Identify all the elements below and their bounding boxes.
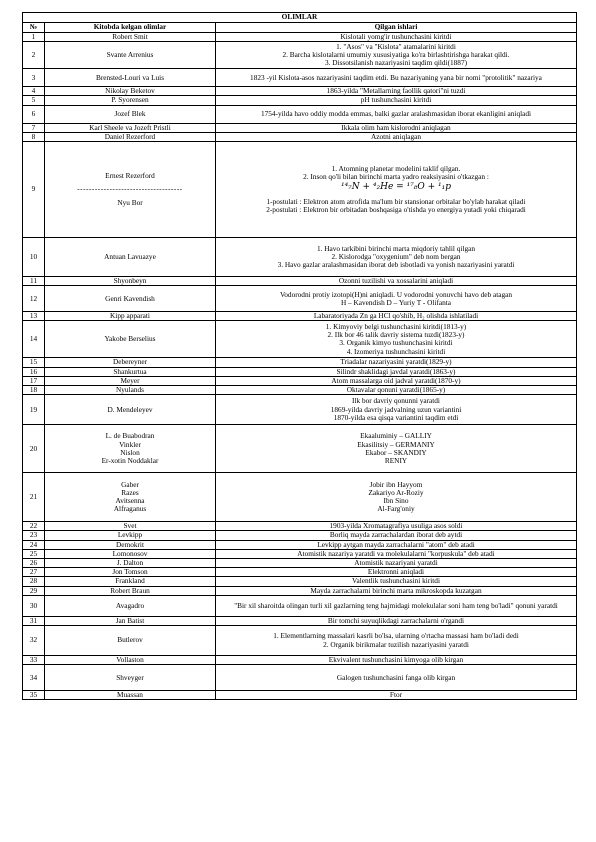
nuclear-reaction-formula: ¹⁴₇N + ⁴₂He = ¹⁷₈O + ¹₁p	[340, 182, 452, 193]
work-line: Borliq mayda zarrachalardan iborat deb aytdi	[329, 530, 463, 540]
table-row	[23, 549, 577, 558]
scientist-cell	[45, 358, 216, 367]
scientist-name: Robert Smit	[112, 32, 148, 41]
row-number: 31	[23, 616, 45, 625]
scientist-cell	[45, 321, 216, 358]
work-cell	[216, 586, 577, 595]
scientist-name: Gaber	[121, 479, 139, 489]
row-number: 16	[23, 367, 45, 376]
work-cell	[216, 123, 577, 132]
work-cell	[216, 577, 577, 586]
table-row	[23, 277, 577, 286]
row-number: 9	[23, 142, 45, 238]
work-line: 3. Organik kimyo tushunchasini kiritdi	[339, 338, 453, 348]
work-line: 3. Havo gazlar aralashmasidan iborat deb isbotladi va yonish nazariyasini yaratdi	[277, 260, 515, 270]
scientist-cell	[45, 312, 216, 321]
scientist-name: Jozef Blek	[114, 109, 146, 118]
work-cell	[216, 386, 577, 395]
work-line: 1869-yilda davriy jadvalning uzun variantini	[330, 404, 462, 414]
scientist-name: Avagadro	[115, 600, 145, 610]
work-line: Atom massalarga oid jadval yaratdi(1870-y)	[331, 376, 461, 385]
scientist-name: Jan Batist	[115, 616, 145, 625]
scientist-cell	[45, 595, 216, 616]
work-line: Jobir ibn Hayyom	[369, 479, 423, 489]
scientist-name: Vollaston	[116, 655, 144, 665]
scientist-name: Avitsenna	[115, 496, 145, 506]
scientist-cell	[45, 522, 216, 531]
work-line: 1823 -yil Kislota-asos nazariyasini taqdim etdi. Bu nazariyaning yana bir nomi "protolitik" nazariya	[250, 72, 542, 82]
row-number: 1	[23, 33, 45, 42]
row-number: 34	[23, 665, 45, 691]
scientist-cell	[45, 531, 216, 540]
scientist-name: Muassan	[117, 690, 143, 700]
table-row	[23, 626, 577, 656]
work-line: Galogen tushunchasini fanga olib kirgan	[336, 672, 456, 682]
work-line: Ekasilitsiy – GERMANIY	[357, 439, 435, 449]
scientist-cell	[45, 123, 216, 132]
table-row	[23, 312, 577, 321]
table-row	[23, 123, 577, 132]
work-line: 2. Kislorodga "oxygenium" deb nom bergan	[331, 251, 461, 261]
table-row	[23, 568, 577, 577]
work-cell	[216, 691, 577, 700]
scientist-name: J. Dalton	[116, 558, 144, 568]
row-number: 30	[23, 595, 45, 616]
scientist-cell	[45, 277, 216, 286]
scientist-name: Frankland	[115, 576, 145, 586]
work-cell	[216, 277, 577, 286]
row-number: 10	[23, 238, 45, 277]
work-line: Azotni aniqlagan	[370, 132, 422, 141]
work-line: 3. Dissotsilanish nazariyasini taqdim qildi(1887)	[324, 58, 468, 68]
scientist-name: Levkipp	[117, 530, 143, 540]
work-line: Ikkala olim ham kislorodni aniqlagan	[341, 123, 451, 132]
scientist-name: Robert Braun	[110, 586, 150, 595]
work-line: Atomistik nazariya yaratdi va molekulalarni "korpuskula" deb atadi	[297, 549, 495, 558]
work-line: pH tushunchasini kiritdi	[360, 95, 432, 105]
work-line: 1870-yilda esa qisqa variantini taqdim etdi	[333, 412, 459, 422]
table-row	[23, 87, 577, 96]
work-cell	[216, 549, 577, 558]
row-number: 12	[23, 286, 45, 312]
scientist-name: Nikolay Beketov	[105, 86, 155, 96]
scientist-name: Brensted-Louri va Luis	[95, 72, 165, 82]
row-number: 14	[23, 321, 45, 358]
scientist-name: Shyonbeyn	[113, 276, 147, 286]
row-number: 7	[23, 123, 45, 132]
scientist-cell	[45, 286, 216, 312]
table-row	[23, 595, 577, 616]
scientist-cell	[45, 376, 216, 385]
scientist-cell	[45, 540, 216, 549]
table-row	[23, 238, 577, 277]
scientist-cell	[45, 395, 216, 425]
table-row	[23, 531, 577, 540]
scientist-cell	[45, 238, 216, 277]
scientist-name: Butlerov	[117, 635, 143, 645]
work-cell	[216, 568, 577, 577]
scientist-name: Shankurtua	[113, 367, 147, 376]
scientist-name: P. Syorensen	[111, 95, 149, 105]
table-title: OLIMLAR	[23, 13, 577, 23]
work-cell	[216, 69, 577, 87]
scientist-cell	[45, 33, 216, 42]
row-number: 4	[23, 87, 45, 96]
work-cell	[216, 96, 577, 105]
work-line: Kislotali yomg'ir tushunchasini kiritdi	[340, 32, 452, 41]
work-cell	[216, 656, 577, 665]
scientist-cell	[45, 691, 216, 700]
table-row	[23, 96, 577, 105]
work-line: 1. Kimyoviy belgi tushunchasini kiritdi(1813-y)	[325, 322, 467, 332]
row-number: 5	[23, 96, 45, 105]
work-cell	[216, 33, 577, 42]
scientist-name: Shveyger	[116, 672, 144, 682]
work-line: 1. Elementlarning massalari kasrli bo'lsa, ularning o'rtacha massasi ham bo'ladi dedi	[273, 631, 519, 641]
scientist-name: Kipp apparati	[110, 311, 150, 321]
row-number: 8	[23, 132, 45, 141]
work-cell	[216, 358, 577, 367]
table-row	[23, 69, 577, 87]
work-line: Atomistik nazariyani yaratdi	[354, 558, 438, 568]
row-number: 15	[23, 358, 45, 367]
work-line: Triadalar nazariyasini yaratdi(1829-y)	[340, 357, 452, 367]
table-row	[23, 665, 577, 691]
work-line: Al-Farg'oniy	[377, 504, 415, 514]
work-cell	[216, 132, 577, 141]
row-number: 24	[23, 540, 45, 549]
table-row	[23, 691, 577, 700]
work-line: 1754-yilda havo oddiy modda emmas, balki gazlar aralashmasidan iborat ekanligini aniqladi	[260, 109, 532, 118]
work-cell	[216, 531, 577, 540]
work-cell	[216, 540, 577, 549]
scientist-name: Vinkler	[119, 439, 141, 449]
scientist-cell	[45, 132, 216, 141]
work-line: 2-postulati : Elektron bir orbitadan boshqasiga o'tishda yo energiya yutadi yoki chiqaradi	[266, 205, 526, 215]
scientist-name: Meyer	[120, 376, 140, 385]
scientist-name: Nyulands	[116, 385, 144, 395]
scientist-cell	[45, 568, 216, 577]
scientist-cell	[45, 559, 216, 568]
work-line: Mayda zarrachalarni birinchi marta mikroskopda kuzatgan	[310, 586, 482, 595]
work-line: Zakariyo Ar-Roziy	[368, 488, 424, 498]
work-line: 2. Barcha kislotalarni umumiy xususiyatiga ko'ra birlashtirishga harakat qildi.	[282, 50, 510, 60]
table-row	[23, 559, 577, 568]
row-number: 35	[23, 691, 45, 700]
work-line: Bir tomchi suyuqlikdagi zarrachalarni o'rgandi	[327, 616, 465, 625]
table-row	[23, 473, 577, 522]
work-line: Ekvivalent tushunchasini kimyoga olib kirgan	[328, 655, 464, 665]
scientist-name: Antuan Lavuazye	[104, 251, 156, 261]
work-cell	[216, 522, 577, 531]
row-number: 33	[23, 656, 45, 665]
table-row	[23, 358, 577, 367]
table-row	[23, 616, 577, 625]
scientist-cell	[45, 626, 216, 656]
table-row	[23, 586, 577, 595]
work-cell	[216, 142, 577, 238]
header-number: №	[23, 23, 45, 33]
scientist-name: Daniel Rezerford	[104, 132, 156, 141]
scientist-cell	[45, 96, 216, 105]
table-row	[23, 656, 577, 665]
scientist-name: Razes	[121, 488, 139, 498]
row-number: 22	[23, 522, 45, 531]
work-line: 1903-yilda Xromatagrafiya usuliga asos soldi	[329, 521, 463, 531]
table-row	[23, 376, 577, 385]
work-line: Elektronni aniqladi	[367, 567, 425, 577]
work-line: Vodorodni protiy izotopi(H)ni aniqladi. U vodorodni yonuvchi havo deb atagan	[279, 289, 513, 299]
work-line: 2. Ilk bor 46 talik davriy sistema tuzdi(1823-y)	[327, 330, 465, 340]
row-number: 3	[23, 69, 45, 87]
scientist-cell	[45, 656, 216, 665]
scientist-cell	[45, 549, 216, 558]
work-cell	[216, 286, 577, 312]
work-cell	[216, 321, 577, 358]
row-number: 23	[23, 531, 45, 540]
scientist-name: Jon Tomson	[112, 567, 148, 577]
row-number: 17	[23, 376, 45, 385]
work-cell	[216, 425, 577, 473]
work-line: "Bir xil sharoitda olingan turli xil gazlarning teng hajmidagi molekulalar soni ham teng bo'ladi" qonuni yaratdi	[234, 600, 558, 610]
scientist-cell	[45, 616, 216, 625]
work-line: Ilk bor davriy qonunni yaratdi	[352, 396, 440, 406]
row-number: 20	[23, 425, 45, 473]
scientist-name: Svet	[123, 521, 137, 531]
work-line: 4. Izomeriya tushunchasini kiritdi	[346, 346, 446, 356]
scientist-cell	[45, 69, 216, 87]
table-row	[23, 386, 577, 395]
separator-dashes: ------------------------------------	[77, 184, 183, 194]
scientist-cell	[45, 367, 216, 376]
work-line: 2. Organik birikmalar tuzilish nazariyasini yaratdi	[323, 639, 469, 649]
work-line: Levkipp aytgan mayda zarrachalarni "atom" deb atadi	[317, 540, 475, 549]
work-line: RENIY	[384, 455, 408, 465]
work-line: 2. Inson qo'li bilan birinchi marta yadro reaksiyasini o'tkazgan :	[303, 171, 489, 181]
work-cell	[216, 595, 577, 616]
table-row	[23, 105, 577, 123]
row-number: 19	[23, 395, 45, 425]
work-cell	[216, 105, 577, 123]
table-row	[23, 132, 577, 141]
scientist-name: Karl Sheele va Jozeft Pristli	[89, 123, 171, 132]
table-row	[23, 367, 577, 376]
scientist-name: Nyu Bor	[117, 197, 143, 207]
scientist-name: Demokrit	[116, 540, 144, 549]
work-line: Valentlik tushunchasini kiritdi	[352, 576, 440, 586]
row-number: 18	[23, 386, 45, 395]
work-cell	[216, 376, 577, 385]
scientist-name: Svante Arrenius	[106, 50, 154, 60]
scientist-cell	[45, 386, 216, 395]
scientist-cell	[45, 665, 216, 691]
table-row	[23, 321, 577, 358]
work-cell	[216, 665, 577, 691]
scientist-name: Ernest Rezerford	[105, 171, 155, 181]
work-line: Labaratoriyada Zn ga HCl qo'shib, H₂ olishda ishlatiladi	[313, 311, 479, 321]
table-row	[23, 577, 577, 586]
work-cell	[216, 395, 577, 425]
work-line: Ibn Sino	[383, 496, 409, 506]
table-row	[23, 42, 577, 69]
work-line: Oktavalar qonuni yaratdi(1865-y)	[346, 385, 446, 395]
work-line: 1. Havo tarkibini birinchi marta miqdoriy tahlil qilgan	[316, 243, 476, 253]
work-cell	[216, 616, 577, 625]
row-number: 13	[23, 312, 45, 321]
work-line: Ekaaluminiy – GALLIY	[360, 431, 432, 441]
scientist-name: Alfraganus	[113, 504, 147, 514]
scientist-name: Debereyner	[112, 357, 148, 367]
work-cell	[216, 473, 577, 522]
scientist-cell	[45, 425, 216, 473]
work-cell	[216, 312, 577, 321]
scientist-name: Genri Kavendish	[105, 293, 155, 303]
scientist-name: Lomonosov	[112, 549, 148, 558]
row-number: 26	[23, 559, 45, 568]
work-line: 1. Atomning planetar modelini taklif qilgan.	[331, 163, 461, 173]
scientists-table	[22, 12, 577, 700]
work-line: 1863-yilda "Metallarning faollik qatori"ni tuzdi	[326, 86, 466, 96]
table-row	[23, 395, 577, 425]
table-row	[23, 33, 577, 42]
scientist-name: D. Mendeleyev	[107, 404, 153, 414]
scientist-cell	[45, 473, 216, 522]
scientist-cell	[45, 87, 216, 96]
work-line: Ftor	[389, 690, 403, 700]
scientist-cell	[45, 586, 216, 595]
scientist-cell	[45, 105, 216, 123]
table-row	[23, 142, 577, 238]
work-cell	[216, 238, 577, 277]
scientist-name: Yakobe Berselius	[104, 334, 156, 344]
header-work: Qilgan ishlari	[216, 23, 577, 33]
work-cell	[216, 87, 577, 96]
scientist-cell	[45, 142, 216, 238]
scientist-name: Nislon	[120, 447, 140, 457]
table-body	[23, 33, 577, 700]
row-number: 2	[23, 42, 45, 69]
row-number: 25	[23, 549, 45, 558]
scientist-name: L. de Buabodran	[105, 431, 155, 441]
table-row	[23, 540, 577, 549]
work-line: 1. "Asos" va "Kislota" atamalarini kiritdi	[336, 41, 456, 51]
row-number: 32	[23, 626, 45, 656]
work-line: 1-postulati : Elektron atom atrofida ma'lum bir stansionar orbitalar bo'ylab harakat qiladi	[266, 197, 526, 207]
table-row	[23, 425, 577, 473]
work-line: Silindr shaklidagi javdal yaratdi(1863-y)	[336, 367, 456, 376]
row-number: 27	[23, 568, 45, 577]
table-row	[23, 522, 577, 531]
row-number: 28	[23, 577, 45, 586]
work-cell	[216, 559, 577, 568]
scientist-cell	[45, 42, 216, 69]
work-cell	[216, 367, 577, 376]
row-number: 29	[23, 586, 45, 595]
work-line: Ekabor – SKANDIY	[365, 447, 427, 457]
scientist-name: Er-xotin Noddaklar	[101, 455, 159, 465]
scientist-cell	[45, 577, 216, 586]
row-number: 11	[23, 277, 45, 286]
work-cell	[216, 626, 577, 656]
table-row	[23, 286, 577, 312]
row-number: 21	[23, 473, 45, 522]
row-number: 6	[23, 105, 45, 123]
work-line: H – Kavendish D – Yuriy T - Olifanta	[340, 297, 452, 307]
work-line: Ozonni tuzilishi va xossalarini aniqladi	[338, 276, 454, 286]
header-scientists: Kitobda kelgan olimlar	[45, 23, 216, 33]
work-cell	[216, 42, 577, 69]
